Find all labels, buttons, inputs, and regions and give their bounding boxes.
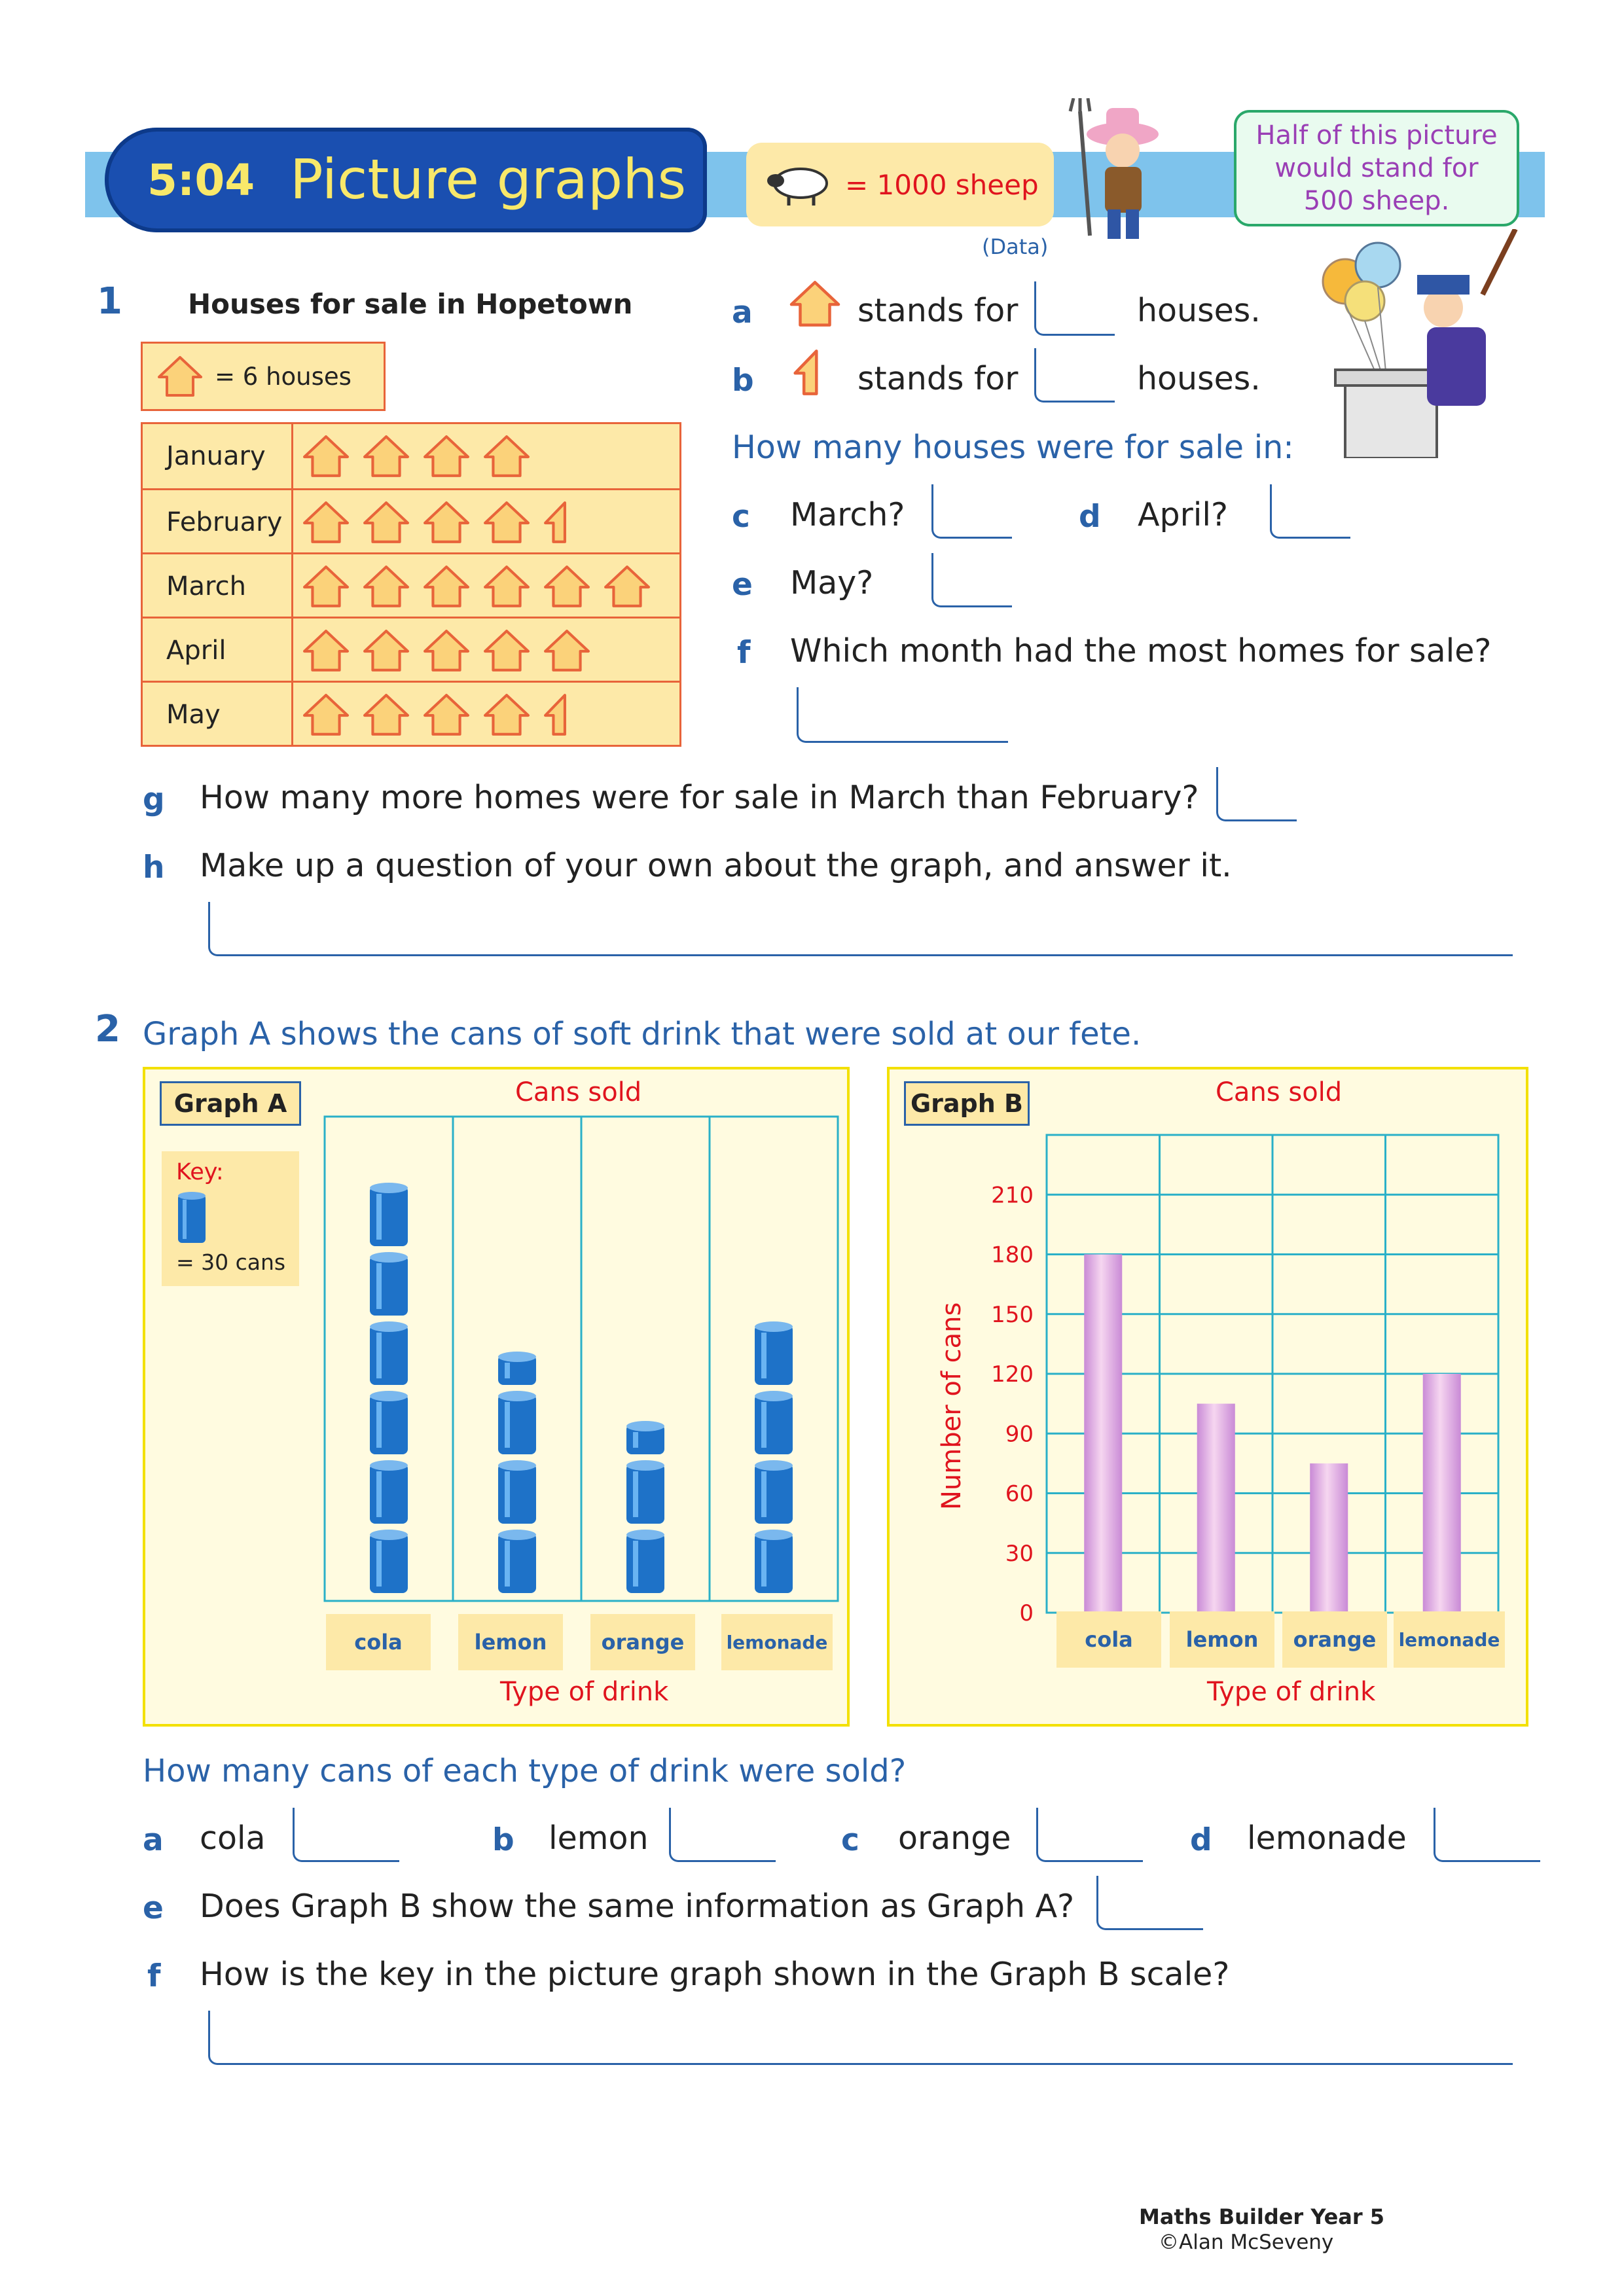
q1c-text: March?: [790, 496, 905, 533]
q1a-letter: a: [732, 295, 753, 331]
lesson-number: 5:04: [147, 155, 255, 206]
house-icon: [363, 501, 410, 544]
house-icon: [423, 565, 470, 608]
month-label: January: [143, 424, 293, 488]
sheep-icon: [763, 158, 835, 211]
q1e-letter: e: [732, 567, 753, 603]
can-icon: [176, 1191, 208, 1246]
can-icon: [755, 1460, 793, 1524]
graph-b-cat-orange: orange: [1282, 1611, 1387, 1668]
q2e-letter: e: [143, 1890, 164, 1926]
can-icon: [755, 1391, 793, 1454]
q2f-answer-box[interactable]: [208, 2011, 1513, 2065]
full-house-icon: [789, 280, 841, 327]
sheep-key: [746, 143, 1054, 226]
house-icon: [604, 565, 651, 608]
q1d-text: April?: [1138, 496, 1229, 533]
q2d-answer-box[interactable]: [1434, 1808, 1540, 1862]
graph-b-bar-orange: [1310, 1463, 1348, 1613]
can-icon: [370, 1460, 408, 1524]
farmer-illustration: [1054, 98, 1178, 242]
graph-a-key: [162, 1151, 299, 1286]
house-icon: [302, 565, 350, 608]
house-key-text: = 6 houses: [215, 362, 352, 391]
can-icon: [626, 1460, 664, 1524]
graph-b-cat-cola: cola: [1056, 1611, 1161, 1668]
q1-prompt: How many houses were for sale in:: [732, 429, 1294, 466]
graph-row: [143, 617, 679, 683]
house-icon: [302, 435, 350, 478]
q1g-answer-box[interactable]: [1216, 767, 1297, 821]
graph-b-bar-lemon: [1197, 1404, 1235, 1613]
graph-a-title: Cans sold: [515, 1077, 642, 1107]
half-can-icon: [498, 1352, 536, 1385]
q1-number: 1: [97, 280, 122, 323]
graph-row: [143, 681, 679, 747]
house-icon: [363, 693, 410, 736]
can-icon: [498, 1460, 536, 1524]
q2c-letter: c: [841, 1822, 859, 1858]
q2-intro: Graph A shows the cans of soft drink that were sold at our fete.: [143, 1016, 1142, 1052]
house-icon: [423, 435, 470, 478]
house-icon: [363, 435, 410, 478]
graph-b-ytick: 60: [1005, 1480, 1034, 1507]
sheep-key-text: = 1000 sheep: [845, 168, 1039, 201]
q2b-text: lemon: [549, 1820, 649, 1857]
house-icon: [483, 435, 530, 478]
can-icon: [370, 1321, 408, 1385]
can-icon: [626, 1530, 664, 1593]
graph-b-ytick: 90: [1005, 1421, 1034, 1448]
speech-text: Half of this picture would stand for 500 sheep.: [1255, 120, 1498, 216]
q1e-text: May?: [790, 564, 874, 601]
house-icon: [423, 693, 470, 736]
graph-a-key-label: Key:: [176, 1159, 224, 1185]
footer-copyright: ©Alan McSeveny: [1159, 2231, 1334, 2254]
house-icon: [423, 629, 470, 672]
house-icon: [302, 693, 350, 736]
graph-a-plot: [323, 1115, 840, 1626]
graph-b-bar-cola: [1084, 1255, 1122, 1613]
house-icon: [543, 629, 590, 672]
house-icon: [302, 501, 350, 544]
q1f-answer-box[interactable]: [797, 687, 1008, 743]
half-house-icon: [792, 349, 820, 396]
can-icon: [370, 1391, 408, 1454]
house-icon: [483, 565, 530, 608]
q2d-text: lemonade: [1247, 1820, 1407, 1857]
graph-a-cat-cola: cola: [326, 1614, 431, 1670]
graph-a-cat-orange: orange: [590, 1614, 695, 1670]
graph-a-cat-lemonade: lemonade: [721, 1614, 833, 1670]
month-label: May: [143, 683, 293, 747]
data-subtitle: (Data): [982, 234, 1049, 259]
q2-prompt: How many cans of each type of drink were sold?: [143, 1753, 907, 1789]
graph-b-ytick: 0: [1019, 1600, 1034, 1626]
q2d-letter: d: [1190, 1822, 1212, 1858]
graph-a-label: Graph A: [160, 1081, 301, 1126]
q1c-letter: c: [732, 499, 750, 535]
house-icon: [483, 501, 530, 544]
graph-b-cat-lemonade: lemonade: [1394, 1611, 1505, 1668]
q1c-answer-box[interactable]: [931, 484, 1012, 539]
q1b-text: stands for: [857, 360, 1019, 397]
graph-row: [143, 424, 679, 488]
q2c-text: orange: [898, 1820, 1011, 1857]
q1a-answer-box[interactable]: [1034, 281, 1115, 336]
graph-row: [143, 552, 679, 619]
q2b-letter: b: [492, 1822, 514, 1858]
q2b-answer-box[interactable]: [669, 1808, 776, 1862]
q2e-answer-box[interactable]: [1096, 1876, 1203, 1930]
auctioneer-illustration: [1306, 229, 1528, 458]
graph-a-panel: [143, 1067, 850, 1727]
half-house-icon: [543, 501, 567, 544]
graph-b-title: Cans sold: [1216, 1077, 1343, 1107]
q2e-text: Does Graph B show the same information as Graph A?: [200, 1888, 1075, 1925]
q2f-text: How is the key in the picture graph shown in the Graph B scale?: [200, 1956, 1230, 1993]
graph-b-plot: [988, 1109, 1511, 1632]
graph-b-ytick: 30: [1005, 1540, 1034, 1567]
q1g-letter: g: [143, 781, 165, 817]
speech-bubble: [1234, 110, 1519, 226]
month-label: February: [143, 490, 293, 554]
can-icon: [755, 1321, 793, 1385]
graph-b-ytick: 180: [991, 1242, 1034, 1268]
q2a-text: cola: [200, 1820, 266, 1857]
can-icon: [755, 1530, 793, 1593]
q1a-after: houses.: [1137, 292, 1261, 329]
lesson-badge: [105, 128, 707, 232]
page-title: Picture graphs: [290, 147, 687, 211]
half-can-icon: [626, 1421, 664, 1454]
graph-a-xlabel: Type of drink: [500, 1677, 669, 1707]
month-label: March: [143, 554, 293, 619]
graph-b-bar-lemonade: [1423, 1374, 1461, 1613]
q1b-letter: b: [732, 363, 754, 399]
q1h-answer-box[interactable]: [208, 902, 1513, 956]
q1-graph-title: Houses for sale in Hopetown: [188, 288, 633, 320]
q1e-answer-box[interactable]: [931, 553, 1012, 607]
q2-number: 2: [95, 1008, 120, 1050]
house-icon: [543, 565, 590, 608]
graph-b-label: Graph B: [904, 1081, 1030, 1126]
q1b-answer-box[interactable]: [1034, 348, 1115, 403]
q1b-after: houses.: [1137, 360, 1261, 397]
q1d-answer-box[interactable]: [1270, 484, 1350, 539]
house-icon: [157, 355, 203, 397]
footer-book: Maths Builder Year 5: [1139, 2204, 1385, 2229]
half-house-icon: [543, 693, 567, 736]
q1h-letter: h: [143, 850, 165, 886]
can-icon: [370, 1252, 408, 1316]
q2a-letter: a: [143, 1822, 164, 1858]
graph-b-panel: [887, 1067, 1528, 1727]
house-icon: [423, 501, 470, 544]
house-icon: [483, 629, 530, 672]
q2a-answer-box[interactable]: [293, 1808, 399, 1862]
can-icon: [498, 1530, 536, 1593]
q1d-letter: d: [1079, 499, 1101, 535]
graph-b-cat-lemon: lemon: [1170, 1611, 1274, 1668]
graph-b-xlabel: Type of drink: [1207, 1677, 1376, 1707]
house-picture-graph: [141, 422, 681, 747]
can-icon: [498, 1391, 536, 1454]
graph-a-key-text: = 30 cans: [176, 1249, 286, 1275]
q1f-letter: f: [737, 635, 751, 671]
house-icon: [363, 565, 410, 608]
house-icon: [302, 629, 350, 672]
can-icon: [370, 1530, 408, 1593]
house-icon: [363, 629, 410, 672]
q1g-text: How many more homes were for sale in March than February?: [200, 779, 1199, 816]
q1a-text: stands for: [857, 292, 1019, 329]
can-icon: [370, 1183, 408, 1246]
graph-b-ytick: 210: [991, 1182, 1034, 1209]
q2f-letter: f: [147, 1958, 161, 1994]
q1h-text: Make up a question of your own about the graph, and answer it.: [200, 847, 1232, 884]
q1f-text: Which month had the most homes for sale?: [790, 632, 1492, 670]
graph-b-ytick: 120: [991, 1361, 1034, 1388]
q2c-answer-box[interactable]: [1036, 1808, 1143, 1862]
month-label: April: [143, 619, 293, 683]
graph-b-ytick: 150: [991, 1301, 1034, 1328]
house-icon: [483, 693, 530, 736]
house-key: [141, 342, 386, 411]
graph-b-ylabel: Number of cans: [937, 1302, 967, 1510]
graph-row: [143, 488, 679, 554]
graph-a-cat-lemon: lemon: [458, 1614, 563, 1670]
